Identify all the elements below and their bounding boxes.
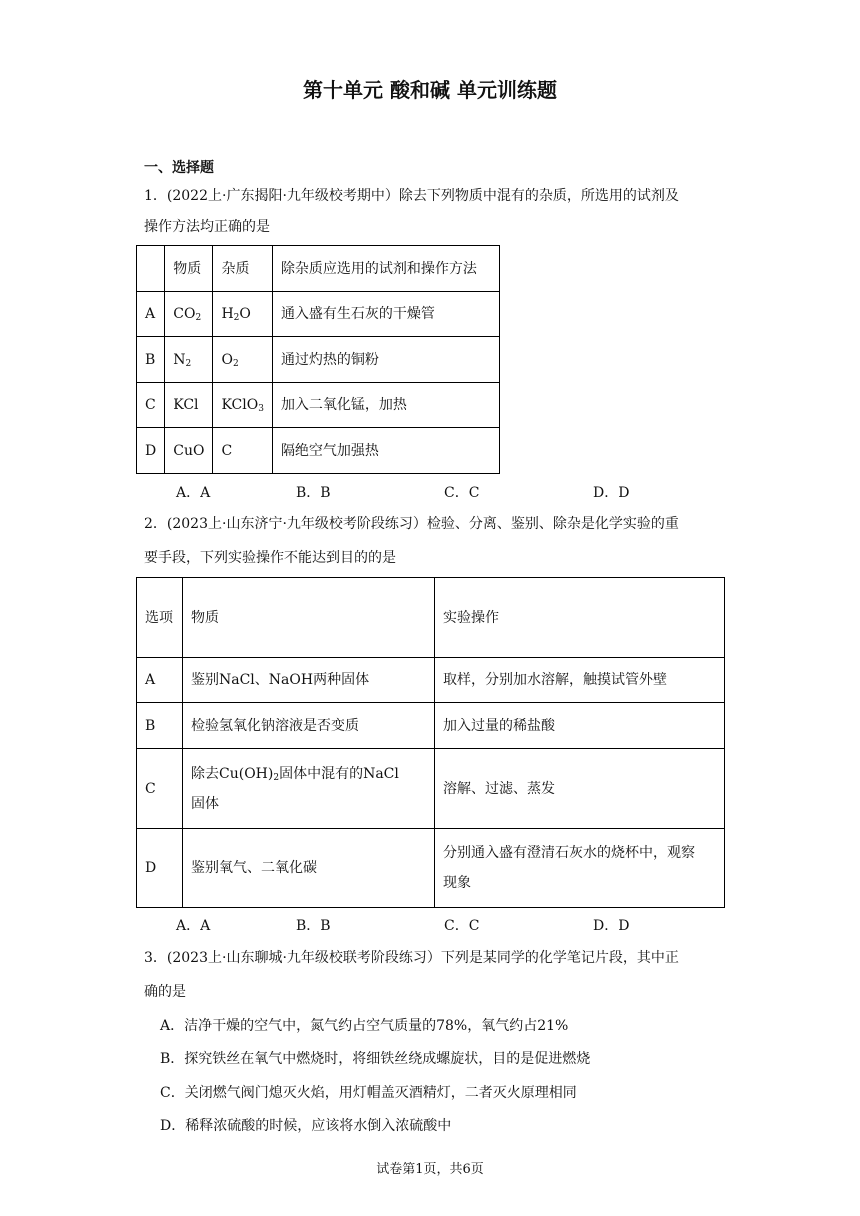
q2-option-b[interactable]: B．B: [296, 918, 331, 934]
table-row: [137, 292, 500, 337]
q2-options: [160, 915, 720, 935]
q1-option-a[interactable]: A．A: [176, 485, 211, 501]
row-option: D: [137, 428, 165, 474]
table-row: [137, 749, 725, 829]
q2-table: [136, 577, 725, 908]
q1-stem-line2: 操作方法均正确的是: [144, 219, 270, 235]
q3-choice-d[interactable]: D．稀释浓硫酸的时候，应该将水倒入浓硫酸中: [160, 1118, 452, 1134]
q2-header-option: 选项: [137, 578, 183, 658]
q1-header-method: 除杂质应选用的试剂和操作方法: [272, 246, 499, 292]
page-title: 第十单元 酸和碱 单元训练题: [303, 78, 557, 102]
row-option: B: [137, 703, 183, 749]
q2-stem-line2: 要手段，下列实验操作不能达到目的的是: [144, 550, 396, 566]
row-option: C: [137, 383, 165, 428]
row-impurity: $H_2O$: [213, 292, 272, 337]
q2-option-a[interactable]: A．A: [176, 918, 211, 934]
table-row: [137, 658, 725, 703]
q2-header-substance: 物质: [183, 578, 435, 658]
table-row: [137, 829, 725, 908]
q1-header-substance: 物质: [165, 246, 213, 292]
table-row: [137, 383, 500, 428]
q1-option-c[interactable]: C．C: [444, 485, 480, 501]
row-impurity: KClO$_3$: [213, 383, 272, 428]
row-operation: 分别通入盛有澄清石灰水的烧杯中，观察 现象: [435, 829, 725, 908]
row-impurity: C: [213, 428, 272, 474]
q1-table-header: [137, 246, 500, 292]
q3-stem-line1: 3．(2023上·山东聊城·九年级校联考阶段练习）下列是某同学的化学笔记片段，其中正: [144, 950, 679, 966]
row-option: B: [137, 337, 165, 383]
page-footer: 试卷第1页，共6页: [376, 1162, 484, 1177]
row-operation: 加入过量的稀盐酸: [435, 703, 725, 749]
row-substance: 鉴别NaCl、NaOH两种固体: [183, 658, 435, 703]
q3-stem-line2: 确的是: [144, 984, 186, 1000]
row-substance: $N_2$: [165, 337, 213, 383]
q1-header-cell: [137, 246, 165, 292]
q2-option-c[interactable]: C．C: [444, 918, 480, 934]
q3-choice-a[interactable]: A．洁净干燥的空气中，氮气约占空气质量的78%，氧气约占21%: [160, 1018, 569, 1034]
row-option: A: [137, 292, 165, 337]
q1-table: [136, 245, 500, 474]
row-option: C: [137, 749, 183, 829]
section-heading: 一、选择题: [144, 160, 214, 176]
row-substance: 除去$Cu(OH)_2$固体中混有的NaCl 固体: [183, 749, 435, 829]
row-method: 加入二氧化锰，加热: [272, 383, 499, 428]
q2-stem-line1: 2．(2023上·山东济宁·九年级校考阶段练习）检验、分离、鉴别、除杂是化学实验的重: [144, 516, 679, 532]
row-substance: $CO_2$: [165, 292, 213, 337]
row-substance: CuO: [165, 428, 213, 474]
q2-table-header: [137, 578, 725, 658]
q2-option-d[interactable]: D．D: [593, 918, 630, 934]
row-method: 通过灼热的铜粉: [272, 337, 499, 383]
q1-header-impurity: 杂质: [213, 246, 272, 292]
q1-stem-line1: 1．(2022上·广东揭阳·九年级校考期中）除去下列物质中混有的杂质，所选用的试剂及: [144, 188, 679, 204]
q1-option-d[interactable]: D．D: [593, 485, 630, 501]
row-substance: 检验氢氧化钠溶液是否变质: [183, 703, 435, 749]
table-row: [137, 703, 725, 749]
row-operation: 取样，分别加水溶解，触摸试管外壁: [435, 658, 725, 703]
row-operation: 溶解、过滤、蒸发: [435, 749, 725, 829]
q1-option-b[interactable]: B．B: [296, 485, 331, 501]
row-substance: 鉴别氧气、二氧化碳: [183, 829, 435, 908]
q3-choice-b[interactable]: B．探究铁丝在氧气中燃烧时，将细铁丝绕成螺旋状，目的是促进燃烧: [160, 1051, 591, 1067]
q2-header-operation: 实验操作: [435, 578, 725, 658]
table-row: [137, 428, 500, 474]
row-option: D: [137, 829, 183, 908]
q1-options: [160, 482, 720, 502]
row-method: 隔绝空气加强热: [272, 428, 499, 474]
q3-choice-c[interactable]: C．关闭燃气阀门熄灭火焰，用灯帽盖灭酒精灯，二者灭火原理相同: [160, 1085, 577, 1101]
row-substance: KCl: [165, 383, 213, 428]
table-row: [137, 337, 500, 383]
row-impurity: $O_2$: [213, 337, 272, 383]
row-method: 通入盛有生石灰的干燥管: [272, 292, 499, 337]
row-option: A: [137, 658, 183, 703]
